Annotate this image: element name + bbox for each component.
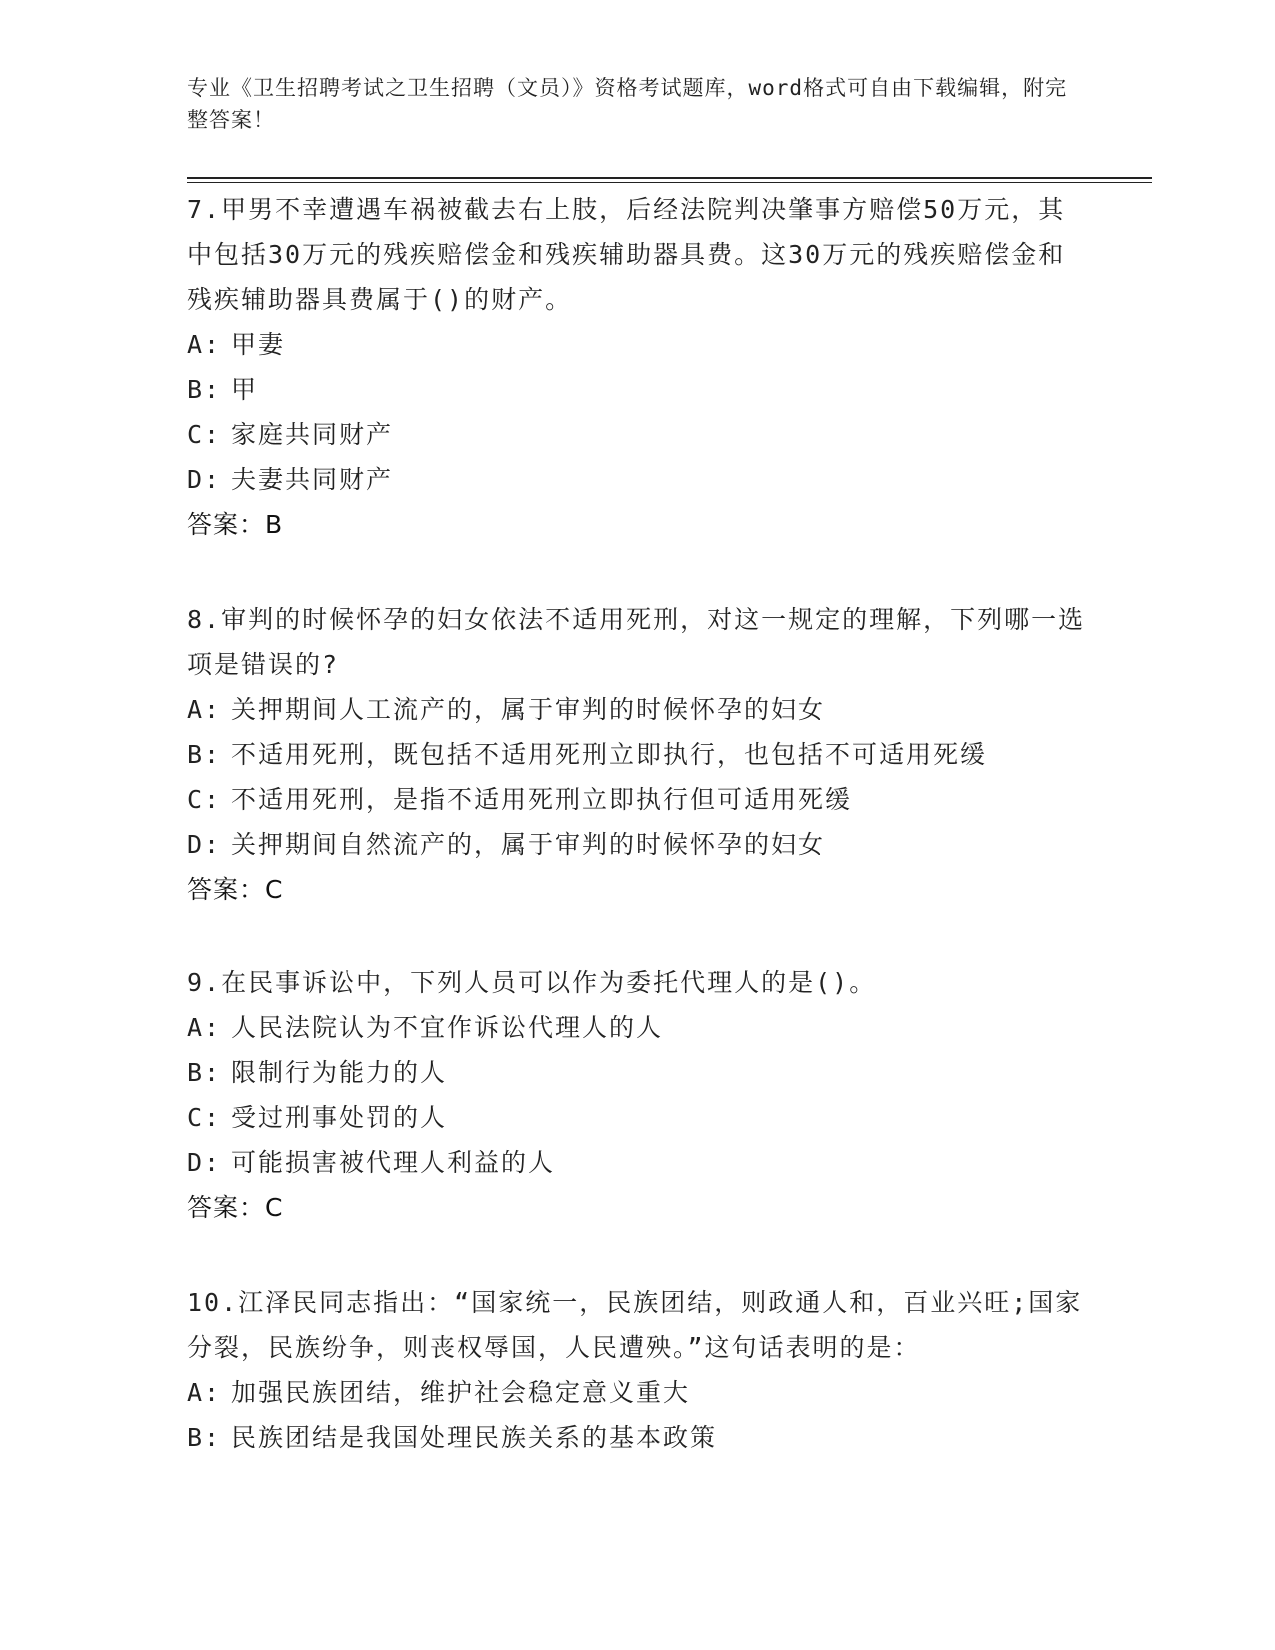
option-key: A: [187, 695, 222, 724]
question-stem: 8.审判的时候怀孕的妇女依法不适用死刑，对这一规定的理解，下列哪一选项是错误的? [187, 605, 1086, 679]
option-a [187, 322, 1087, 367]
option-key: B: [187, 375, 222, 404]
question-stem: 7.甲男不幸遭遇车祸被截去右上肢，后经法院判决肇事方赔偿50万元，其中包括30万元的残疾赔偿金和残疾辅助器具费。这30万元的残疾赔偿金和残疾辅助器具费属于()的财产。 [187, 195, 1066, 314]
option-key: C: [187, 1103, 222, 1132]
question-7 [187, 187, 1087, 547]
header-divider-thin [187, 182, 1152, 183]
option-text: 不适用死刑，是指不适用死刑立即执行但可适用死缓 [231, 785, 853, 814]
option-d [187, 822, 1087, 867]
document-header [187, 72, 1087, 136]
option-text: 甲妻 [231, 330, 286, 359]
option-key: A: [187, 1378, 222, 1407]
option-key: D: [187, 830, 222, 859]
option-b [187, 1415, 1087, 1460]
option-c [187, 1095, 1087, 1140]
header-intro-text: 专业《卫生招聘考试之卫生招聘（文员）》资格考试题库，word格式可自由下载编辑，附完整答案！ [187, 76, 1068, 132]
option-c [187, 412, 1087, 457]
option-text: 夫妻共同财产 [231, 465, 394, 494]
answer-label: 答案：C [187, 1193, 284, 1222]
option-a [187, 1005, 1087, 1050]
option-key: D: [187, 1148, 222, 1177]
question-stem: 9.在民事诉讼中，下列人员可以作为委托代理人的是()。 [187, 968, 877, 997]
option-key: A: [187, 1013, 222, 1042]
header-divider-thick [187, 177, 1152, 179]
option-b [187, 1050, 1087, 1095]
option-text: 限制行为能力的人 [231, 1058, 448, 1087]
question-stem: 10.江泽民同志指出：“国家统一，民族团结，则政通人和，百业兴旺;国家分裂，民族纷争，则丧权辱国，人民遭殃。”这句话表明的是： [187, 1288, 1083, 1362]
option-b [187, 732, 1087, 777]
answer-label: 答案：C [187, 875, 284, 904]
option-d [187, 457, 1087, 502]
question-8 [187, 597, 1087, 912]
option-text: 家庭共同财产 [231, 420, 394, 449]
option-text: 受过刑事处罚的人 [231, 1103, 448, 1132]
option-key: B: [187, 1423, 222, 1452]
option-text: 民族团结是我国处理民族关系的基本政策 [231, 1423, 718, 1452]
option-text: 可能损害被代理人利益的人 [231, 1148, 556, 1177]
option-b [187, 367, 1087, 412]
option-key: C: [187, 785, 222, 814]
option-a [187, 687, 1087, 732]
option-key: B: [187, 740, 222, 769]
option-text: 关押期间自然流产的，属于审判的时候怀孕的妇女 [231, 830, 826, 859]
option-text: 关押期间人工流产的，属于审判的时候怀孕的妇女 [231, 695, 826, 724]
option-text: 人民法院认为不宜作诉讼代理人的人 [231, 1013, 664, 1042]
question-9 [187, 960, 1087, 1230]
answer-label: 答案：B [187, 510, 284, 539]
option-d [187, 1140, 1087, 1185]
option-key: C: [187, 420, 222, 449]
option-text: 不适用死刑，既包括不适用死刑立即执行，也包括不可适用死缓 [231, 740, 988, 769]
option-text: 甲 [231, 375, 259, 404]
option-key: A: [187, 330, 222, 359]
option-key: B: [187, 1058, 222, 1087]
option-text: 加强民族团结，维护社会稳定意义重大 [231, 1378, 691, 1407]
option-key: D: [187, 465, 222, 494]
question-10 [187, 1280, 1087, 1460]
option-a [187, 1370, 1087, 1415]
option-c [187, 777, 1087, 822]
